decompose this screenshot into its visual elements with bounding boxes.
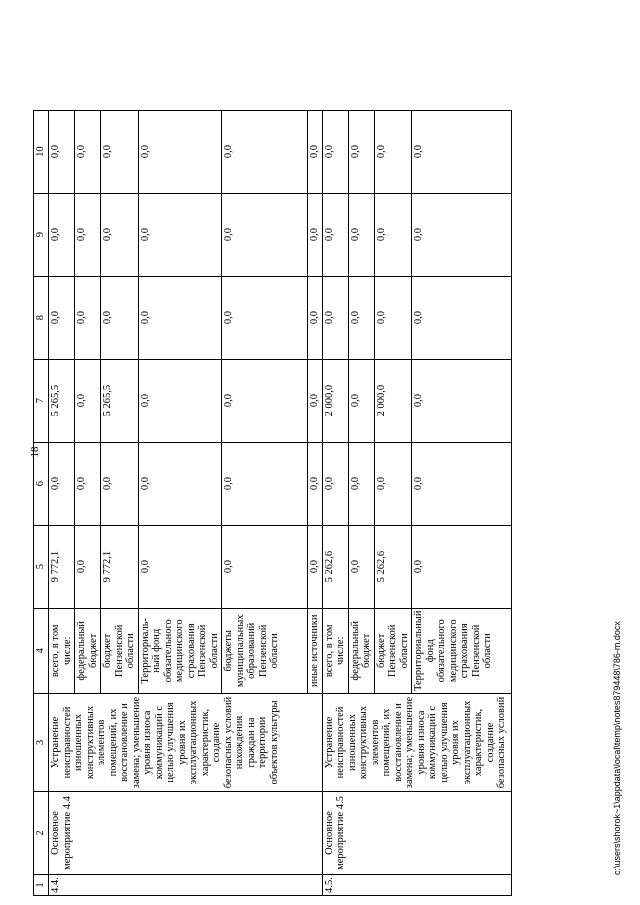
value-cell: 0,0 [101, 442, 139, 525]
header-col-5: 5 [34, 525, 49, 608]
value-cell: 0,0 [49, 193, 75, 276]
value-cell: 0,0 [308, 110, 323, 193]
value-cell: 0,0 [222, 193, 308, 276]
page-number: 18 [29, 446, 41, 458]
funding-source: всего, в том числе: [49, 608, 75, 693]
value-cell: 0,0 [101, 276, 139, 359]
value-cell: 0,0 [101, 193, 139, 276]
value-cell: 0,0 [75, 359, 101, 442]
file-path-footer: c:\users\shorok~1\appdata\local\temp\notes879448\786-m.docx [612, 621, 622, 875]
value-cell: 0,0 [222, 442, 308, 525]
value-cell: 0,0 [348, 110, 374, 193]
event-description: Устранение неисправностей изношенных конструктивных элементов помещений, их восстановление и замена; уменьшение уровня износа коммуникаций с целью улучшения уровня их эксплуатационных характеристик, создание безопасных условий нахождения граждан на территории объектов культуры [49, 694, 323, 792]
value-cell: 0,0 [322, 193, 348, 276]
funding-source: бюджет Пензенской области [101, 608, 139, 693]
value-cell: 0,0 [308, 193, 323, 276]
value-cell: 0,0 [75, 276, 101, 359]
header-row [34, 110, 49, 895]
value-cell: 0,0 [348, 525, 374, 608]
value-cell: 9 772,1 [101, 525, 139, 608]
value-cell: 0,0 [138, 193, 222, 276]
value-cell: 0,0 [348, 276, 374, 359]
value-cell: 0,0 [322, 110, 348, 193]
value-cell: 0,0 [222, 525, 308, 608]
value-cell: 0,0 [138, 110, 222, 193]
funding-source: бюджеты муниципальных образований Пензенской области [222, 608, 308, 693]
row-number: 4.5. [322, 875, 512, 896]
value-cell: 0,0 [138, 525, 222, 608]
header-col-2: 2 [34, 792, 49, 875]
value-cell: 0,0 [412, 525, 512, 608]
value-cell: 0,0 [308, 442, 323, 525]
event-name: Основное мероприятие 4.5 [322, 792, 512, 875]
financing-table [33, 110, 512, 896]
row-number: 4.4. [49, 875, 323, 896]
value-cell: 9 772,1 [49, 525, 75, 608]
value-cell: 0,0 [374, 276, 412, 359]
header-col-3: 3 [34, 694, 49, 792]
value-cell: 0,0 [222, 110, 308, 193]
header-col-9: 9 [34, 193, 49, 276]
value-cell: 0,0 [412, 110, 512, 193]
table-row [49, 110, 75, 895]
value-cell: 0,0 [412, 193, 512, 276]
value-cell: 0,0 [322, 276, 348, 359]
value-cell: 0,0 [308, 276, 323, 359]
value-cell: 2 000,0 [322, 359, 348, 442]
value-cell: 0,0 [348, 193, 374, 276]
value-cell: 0,0 [101, 110, 139, 193]
value-cell: 0,0 [222, 276, 308, 359]
funding-source: федеральный бюджет [75, 608, 101, 693]
value-cell: 0,0 [374, 193, 412, 276]
value-cell: 0,0 [138, 442, 222, 525]
event-description: Устранение неисправностей изношенных конструктивных элементов помещений, их восстановление и замена; уменьшение уровня износа коммуникаций с целью улучшения уровня их эксплуатационных характеристик, создание безопасных условий [322, 694, 512, 792]
value-cell: 2 000,0 [374, 359, 412, 442]
funding-source: иные источники [308, 608, 323, 693]
header-col-8: 8 [34, 276, 49, 359]
value-cell: 0,0 [138, 359, 222, 442]
value-cell: 0,0 [348, 359, 374, 442]
value-cell: 5 262,6 [322, 525, 348, 608]
value-cell: 0,0 [75, 525, 101, 608]
table-row [322, 110, 348, 895]
value-cell: 0,0 [222, 359, 308, 442]
funding-source: всего, в том числе: [322, 608, 348, 693]
value-cell: 0,0 [49, 276, 75, 359]
value-cell: 0,0 [75, 193, 101, 276]
value-cell: 0,0 [412, 359, 512, 442]
value-cell: 0,0 [49, 110, 75, 193]
funding-source: бюджет Пензенской области [374, 608, 412, 693]
value-cell: 0,0 [412, 442, 512, 525]
value-cell: 0,0 [348, 442, 374, 525]
event-name: Основное мероприятие 4.4 [49, 792, 323, 875]
value-cell: 0,0 [412, 276, 512, 359]
value-cell: 0,0 [308, 525, 323, 608]
value-cell: 0,0 [374, 442, 412, 525]
value-cell: 5 262,6 [374, 525, 412, 608]
value-cell: 5 265,5 [101, 359, 139, 442]
value-cell: 0,0 [308, 359, 323, 442]
value-cell: 0,0 [322, 442, 348, 525]
funding-source: Территориаль-ный фонд обязательного медицинского страхования Пензенской области [138, 608, 222, 693]
value-cell: 0,0 [374, 110, 412, 193]
header-col-4: 4 [34, 608, 49, 693]
funding-source: федеральный бюджет [348, 608, 374, 693]
header-col-6: 6 [34, 442, 49, 525]
value-cell: 0,0 [49, 442, 75, 525]
value-cell: 0,0 [75, 442, 101, 525]
value-cell: 0,0 [75, 110, 101, 193]
value-cell: 0,0 [138, 276, 222, 359]
funding-source: Территориальный фонд обязательного медицинского страхования Пензенской области [412, 608, 512, 693]
value-cell: 5 265,5 [49, 359, 75, 442]
header-col-1: 1 [34, 875, 49, 896]
header-col-7: 7 [34, 359, 49, 442]
header-col-10: 10 [34, 110, 49, 193]
